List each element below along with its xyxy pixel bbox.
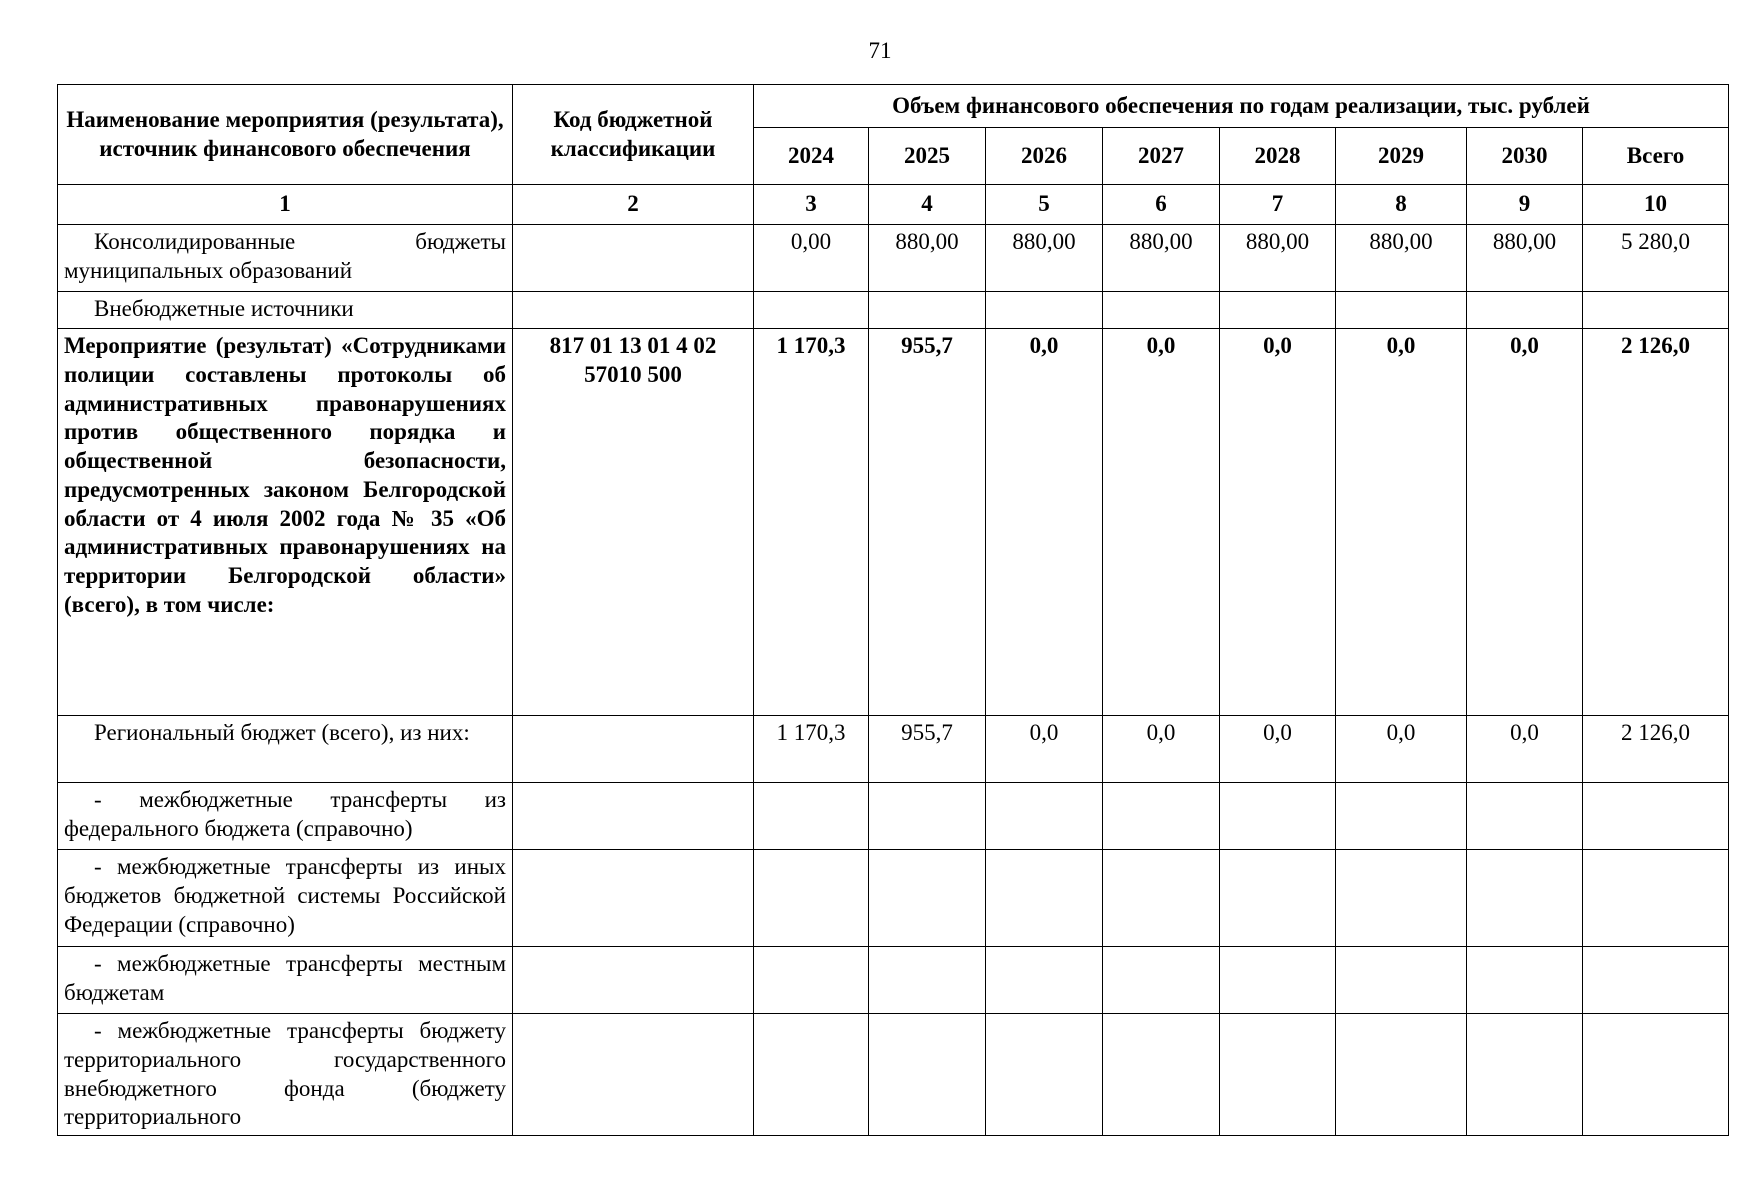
row-code — [513, 850, 754, 947]
value-cell — [1467, 1014, 1583, 1136]
row-code — [513, 1014, 754, 1136]
column-number: 1 — [58, 185, 513, 225]
value-cell — [1103, 783, 1220, 850]
row-name: - межбюджетные трансферты бюджету территориального государственного внебюджетного фонда (бюджету территориального — [58, 1014, 513, 1136]
value-cell — [869, 292, 986, 329]
value-cell: 880,00 — [869, 225, 986, 292]
column-number: 10 — [1583, 185, 1729, 225]
header-name: Наименование мероприятия (результата), источник финансового обеспечения — [58, 85, 513, 185]
value-cell: 955,7 — [869, 716, 986, 783]
header-year: 2030 — [1467, 128, 1583, 185]
row-code — [513, 716, 754, 783]
value-cell — [986, 292, 1103, 329]
value-cell — [1336, 850, 1467, 947]
value-cell: 880,00 — [1467, 225, 1583, 292]
row-name: Мероприятие (результат) «Сотрудниками полиции составлены протоколы об административных правонарушениях против общественного порядка и общественной безопасности, предусмотренных законом Белгородской области от 4 июля 2002 года № 35 «Об административных правонарушениях на территории Белгородской области» (всего), в том числе: — [58, 329, 513, 716]
value-cell — [1220, 292, 1336, 329]
value-cell: 0,0 — [1220, 329, 1336, 716]
table-row — [58, 783, 1729, 850]
value-cell — [1220, 1014, 1336, 1136]
value-cell — [869, 947, 986, 1014]
value-cell — [1220, 850, 1336, 947]
value-cell — [986, 1014, 1103, 1136]
value-cell — [754, 1014, 869, 1136]
value-cell: 0,0 — [1103, 329, 1220, 716]
table-row — [58, 1014, 1729, 1136]
header-year: 2027 — [1103, 128, 1220, 185]
value-cell: 0,0 — [1467, 329, 1583, 716]
table-row — [58, 225, 1729, 292]
value-cell — [1103, 850, 1220, 947]
financing-table — [57, 84, 1729, 1136]
value-cell: 0,0 — [1336, 329, 1467, 716]
column-number: 6 — [1103, 185, 1220, 225]
total-cell: 2 126,0 — [1583, 329, 1729, 716]
row-code: 817 01 13 01 4 02 57010 500 — [513, 329, 754, 716]
value-cell — [1467, 783, 1583, 850]
total-cell — [1583, 850, 1729, 947]
row-name: Внебюджетные источники — [58, 292, 513, 329]
row-code — [513, 783, 754, 850]
row-code — [513, 947, 754, 1014]
column-number: 2 — [513, 185, 754, 225]
table-row — [58, 850, 1729, 947]
value-cell: 880,00 — [986, 225, 1103, 292]
value-cell: 0,0 — [1467, 716, 1583, 783]
column-number: 4 — [869, 185, 986, 225]
header-year: 2026 — [986, 128, 1103, 185]
value-cell: 880,00 — [1220, 225, 1336, 292]
row-name: Консолидированные бюджеты муниципальных образований — [58, 225, 513, 292]
value-cell — [1103, 947, 1220, 1014]
column-number: 8 — [1336, 185, 1467, 225]
value-cell — [986, 783, 1103, 850]
header-year: 2024 — [754, 128, 869, 185]
value-cell — [1336, 1014, 1467, 1136]
table-row — [58, 329, 1729, 716]
row-name: Региональный бюджет (всего), из них: — [58, 716, 513, 783]
row-code — [513, 292, 754, 329]
total-cell — [1583, 783, 1729, 850]
total-cell — [1583, 292, 1729, 329]
value-cell — [1103, 292, 1220, 329]
value-cell: 0,0 — [986, 716, 1103, 783]
column-number: 9 — [1467, 185, 1583, 225]
value-cell: 880,00 — [1336, 225, 1467, 292]
value-cell — [754, 783, 869, 850]
value-cell — [1336, 947, 1467, 1014]
row-code — [513, 225, 754, 292]
total-cell: 2 126,0 — [1583, 716, 1729, 783]
value-cell — [986, 947, 1103, 1014]
column-number: 5 — [986, 185, 1103, 225]
value-cell — [869, 1014, 986, 1136]
total-cell: 5 280,0 — [1583, 225, 1729, 292]
value-cell — [1467, 947, 1583, 1014]
page-number: 71 — [868, 38, 892, 63]
row-name: - межбюджетные трансферты из федерального бюджета (справочно) — [58, 783, 513, 850]
value-cell: 1 170,3 — [754, 716, 869, 783]
header-year: 2028 — [1220, 128, 1336, 185]
value-cell — [869, 783, 986, 850]
row-name: - межбюджетные трансферты из иных бюджетов бюджетной системы Российской Федерации (справочно) — [58, 850, 513, 947]
value-cell — [1336, 783, 1467, 850]
value-cell — [754, 850, 869, 947]
header-code: Код бюджетной классификации — [513, 85, 754, 185]
column-number: 3 — [754, 185, 869, 225]
total-cell — [1583, 1014, 1729, 1136]
value-cell — [1103, 1014, 1220, 1136]
value-cell — [869, 850, 986, 947]
value-cell — [754, 947, 869, 1014]
row-name: - межбюджетные трансферты местным бюджетам — [58, 947, 513, 1014]
table-row — [58, 947, 1729, 1014]
value-cell: 880,00 — [1103, 225, 1220, 292]
column-number: 7 — [1220, 185, 1336, 225]
table-row — [58, 716, 1729, 783]
header-year: 2025 — [869, 128, 986, 185]
value-cell: 0,0 — [986, 329, 1103, 716]
value-cell: 0,0 — [1220, 716, 1336, 783]
value-cell — [1220, 947, 1336, 1014]
header-year: 2029 — [1336, 128, 1467, 185]
value-cell: 955,7 — [869, 329, 986, 716]
header-volume: Объем финансового обеспечения по годам реализации, тыс. рублей — [754, 85, 1729, 128]
value-cell: 0,0 — [1103, 716, 1220, 783]
total-cell — [1583, 947, 1729, 1014]
value-cell — [986, 850, 1103, 947]
value-cell: 0,0 — [1336, 716, 1467, 783]
header-total: Всего — [1583, 128, 1729, 185]
value-cell: 0,00 — [754, 225, 869, 292]
value-cell: 1 170,3 — [754, 329, 869, 716]
value-cell — [1467, 850, 1583, 947]
value-cell — [1336, 292, 1467, 329]
value-cell — [1220, 783, 1336, 850]
value-cell — [754, 292, 869, 329]
value-cell — [1467, 292, 1583, 329]
table-row — [58, 292, 1729, 329]
